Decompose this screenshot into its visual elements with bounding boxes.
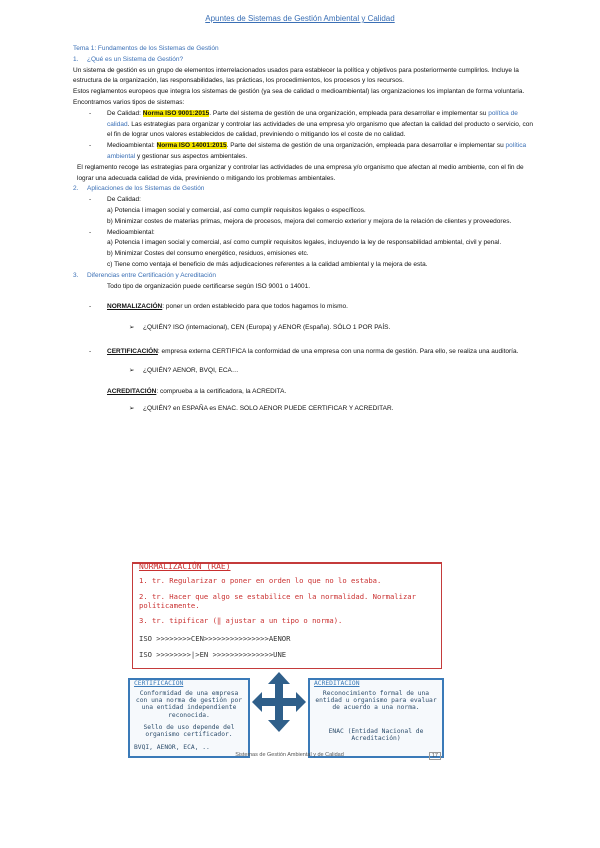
certification-item: - CERTIFICACIÓN: empresa externa CERTIFICA la conformidad de una empresa con una norma de gestión. Para ello, se realiza una auditoría.: [73, 344, 538, 360]
app-env-c: c) Tiene como ventaja el beneficio de más adjudicaciones referentes a la calidad ambiental y la mejora de esta.: [107, 260, 428, 268]
arrow-bullet-icon: ➢: [129, 324, 135, 332]
section-1-heading: 1. ¿Qué es un Sistema de Gestión?: [73, 55, 184, 63]
accreditation-box-text-2: ENAC (Entidad Nacional de Acreditación): [328, 728, 424, 743]
accreditation-item: ACREDITACIÓN: comprueba a la certificadora, la ACREDITA.: [107, 387, 287, 395]
bullet-quality: - De Calidad: Norma ISO 9001:2015. Parte del sistema de gestión de una organización, empleada para desarrollar e implementar su política de calidad. Las estrategias para organizar y controlar las actividades de una empresa y/o organismo que afectan la calidad del producto o servicio, con el fin de lograr unos valores establecidos de calidad, previniendo o mitigando los el coste de no calidad.: [73, 109, 538, 141]
certification-box-title: CERTIFICACIÓN: [134, 680, 184, 687]
arrow-bullet-icon: ➢: [129, 404, 135, 412]
iso-chain-1: ISO >>>>>>>>CEN>>>>>>>>>>>>>>>AENOR: [139, 634, 291, 643]
certification-box-text-3: BVQI, AENOR, ECA, ..: [134, 744, 210, 751]
regulation-paragraph: El reglamento recoge las estrategias para organizar y controlar las actividades de una empresa y/o organismo que afectan al medio ambiente, con el fin de lograr una adecuada calidad de vida, previniendo o mitigando los problemas ambientales.: [77, 163, 524, 182]
app-env-a: a) Potencia l imagen social y comercial, así como cumplir requisitos legales, incluyendo la ley de responsabilidad ambiental, civil y penal.: [107, 239, 502, 247]
slide-page-number: 17: [429, 752, 441, 760]
accreditation-box-text-1: Reconocimiento formal de una entidad u organismo para evaluar de acuerdo a una norma.: [315, 690, 437, 712]
normalization-box-title: NORMALIZACIÓN (RAE): [139, 562, 231, 571]
definition-1: 1. tr. Regularizar o poner en orden lo que no lo estaba.: [139, 576, 382, 585]
app-quality-label: - De Calidad:: [73, 195, 538, 206]
certification-who: ➢ ¿QUIÉN? AENOR, BVQI, ECA…: [73, 366, 538, 377]
accreditation-box: [308, 678, 444, 758]
types-intro: Encontramos varios tipos de sistemas:: [73, 98, 185, 106]
app-env-label: - Medioambiental:: [73, 228, 538, 239]
definition-2: 2. tr. Hacer que algo se estabilice en la normalidad. Normalizar políticamente.: [139, 592, 416, 610]
page-header: Apuntes de Sistemas de Gestión Ambiental y Calidad: [205, 14, 395, 23]
embedded-slide-image: [128, 562, 451, 762]
accreditation-who: ➢ ¿QUIÉN? en ESPAÑA es ENAC. SOLO AENOR PUEDE CERTIFICAR Y ACREDITAR.: [73, 404, 538, 415]
normalization-item: - NORMALIZACIÓN: poner un orden establecido para que todos hagamos lo mismo.: [73, 302, 538, 313]
four-way-arrow-icon: [252, 672, 306, 732]
normalization-box: [132, 562, 442, 669]
accreditation-box-title: ACREDITACIÓN: [314, 680, 360, 687]
section-2-heading: 2. Aplicaciones de los Sistemas de Gestión: [73, 185, 205, 193]
certification-box-text-1: Conformidad de una empresa con una norma de gestión por una entidad independiente reconocida.: [135, 690, 243, 719]
cert-all-paragraph: Todo tipo de organización puede certificarse según ISO 9001 o 14001.: [107, 282, 311, 290]
definition-3: 3. tr. tipificar (‖ ajustar a un tipo o norma).: [139, 616, 343, 625]
definition-paragraph: Un sistema de gestión es un grupo de elementos interrelacionados usados para establecer la política y objetivos para posteriormente cumplirlos. Incluye la estructura de la organización, las responsabilidades, las prácticas, los procedimientos, los procesos y los recursos.: [73, 66, 519, 85]
app-quality-b: b) Minimizar costes de materias primas, mejora de procesos, mejora del comercio exterior y mejora de la relación de clientes y proveedores.: [107, 217, 512, 225]
certification-box: [128, 678, 250, 758]
topic-heading: Tema 1: Fundamentos de los Sistemas de Gestión: [73, 45, 219, 52]
certification-box-text-2: Sello de uso depende del organismo certificador.: [143, 724, 235, 739]
arrow-bullet-icon: ➢: [129, 366, 135, 374]
app-quality-a: a) Potencia l imagen social y comercial, así como cumplir requisitos legales o específicos.: [107, 206, 366, 214]
normalization-who: ➢ ¿QUIÉN? ISO (internacional), CEN (Europa) y AENOR (España). SÓLO 1 POR PAÍS.: [73, 323, 538, 334]
section-3-heading: 3. Diferencias entre Certificación y Acreditación: [73, 271, 216, 279]
bullet-environmental: - Medioambiental: Norma ISO 14001:2015. Parte del sistema de gestión de una organización, empleada para desarrollar e implementar su política ambiental y gestionar sus aspectos ambientales.: [73, 141, 538, 163]
slide-footer: Sistemas de Gestión Ambiental y de Calidad: [235, 752, 344, 758]
document-body: [73, 44, 538, 414]
app-env-b: b) Minimizar Costes del consumo energético, residuos, emisiones etc.: [107, 250, 309, 258]
iso-chain-2: ISO >>>>>>>>|>EN >>>>>>>>>>>>>>UNE: [139, 650, 287, 659]
european-regulations-paragraph: Estos reglamentos europeos que integra los sistemas de gestión (ya sea de calidad o medioambiental) las organizaciones los implantan de forma voluntaria.: [73, 88, 525, 96]
